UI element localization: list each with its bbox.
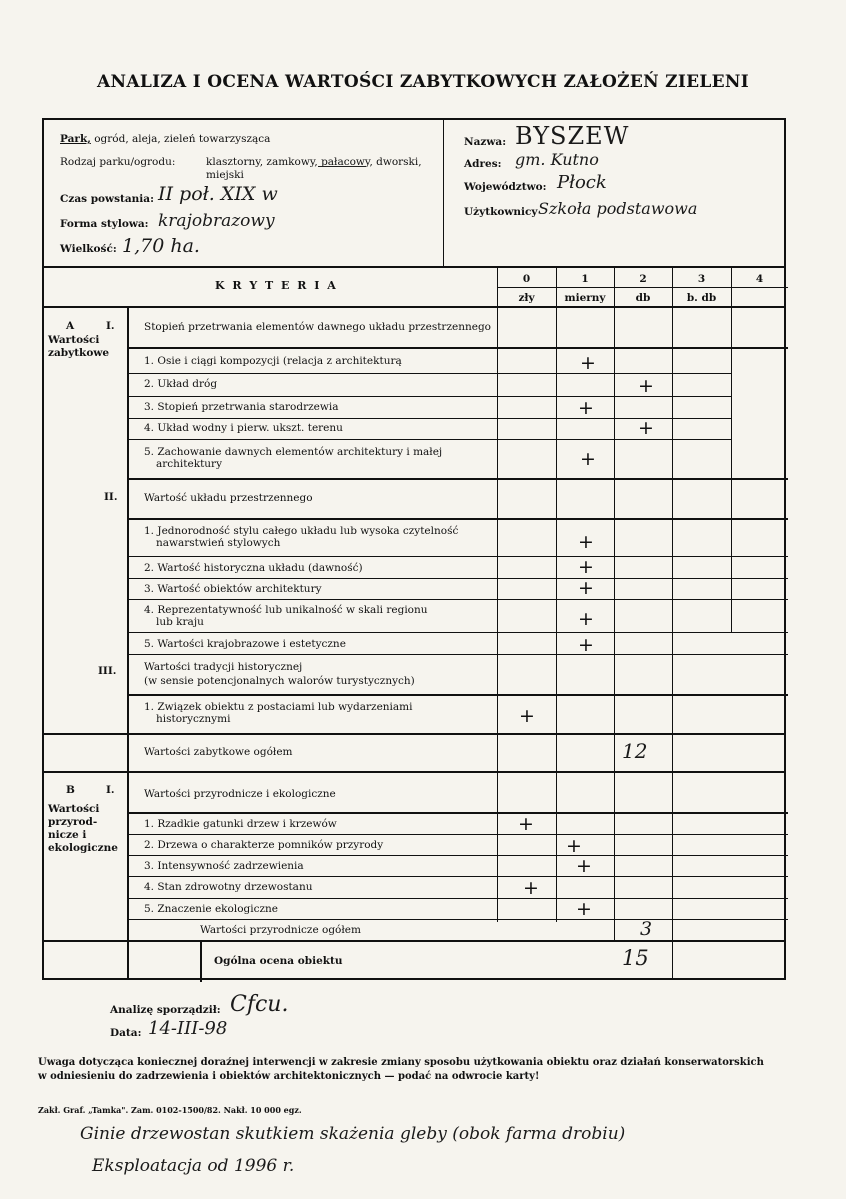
divider bbox=[127, 599, 788, 600]
wojewodztwo-label: Województwo: bbox=[464, 181, 547, 193]
divider bbox=[200, 940, 202, 982]
divider bbox=[127, 373, 731, 374]
row-a-ii-4: 4. Reprezentatywność lub unikalność w skali regionu bbox=[144, 604, 428, 616]
section-a-label: A bbox=[66, 320, 75, 332]
section-b-roman-i: I. bbox=[106, 784, 115, 796]
row-a-ii-5: 5. Wartości krajobrazowe i estetyczne bbox=[144, 638, 346, 650]
divider bbox=[443, 118, 444, 266]
park-type-rest: ogród, aleja, zieleń towarzysząca bbox=[94, 133, 271, 145]
row-a-i-4: 4. Układ wodny i pierw. ukszt. terenu bbox=[144, 422, 343, 434]
divider bbox=[127, 556, 788, 557]
row-a-ii-2: 2. Wartość historyczna układu (dawność) bbox=[144, 562, 363, 574]
col-line bbox=[614, 266, 615, 941]
row-b-1: 1. Rzadkie gatunki drzew i krzewów bbox=[144, 818, 337, 830]
mark-a-i-1: + bbox=[580, 352, 596, 374]
wielkosc-label: Wielkość: bbox=[60, 243, 117, 255]
overall-label: Ogólna ocena obiektu bbox=[214, 955, 343, 967]
form-title: ANALIZA I OCENA WARTOŚCI ZABYTKOWYCH ZAŁOŻEŃ ZIELENI bbox=[97, 72, 749, 92]
row-a-i-3: 3. Stopień przetrwania starodrzewia bbox=[144, 401, 339, 413]
divider bbox=[127, 518, 788, 520]
note-line-2: w odniesieniu do zadrzewienia i obiektów architektonicznych — podać na odwrocie karty! bbox=[38, 1071, 540, 1082]
divider bbox=[127, 855, 788, 856]
rodzaj-label: Rodzaj parku/ogrodu: bbox=[60, 156, 176, 168]
nazwa-label: Nazwa: bbox=[464, 136, 507, 148]
section-b-name-3: nicze i bbox=[48, 829, 87, 841]
row-a-ii-1: 1. Jednorodność stylu całego układu lub wysoka czytelność bbox=[144, 525, 459, 537]
row-a-ii-1b: nawarstwień stylowych bbox=[156, 537, 281, 549]
section-a-name-2: zabytkowe bbox=[48, 347, 110, 359]
row-b-2: 2. Drzewa o charakterze pomników przyrody bbox=[144, 839, 384, 851]
row-a-i-5b: architektury bbox=[156, 458, 223, 470]
date-value: 14-III-98 bbox=[148, 1018, 228, 1039]
mark-b-3: + bbox=[576, 855, 592, 877]
mark-a-i-5: + bbox=[580, 448, 596, 470]
col-header-1: 1 bbox=[581, 273, 589, 285]
nazwa-value: BYSZEW bbox=[515, 122, 630, 150]
overall-value: 15 bbox=[622, 946, 649, 970]
divider bbox=[42, 733, 786, 735]
section-b-heading: Wartości przyrodnicze i ekologiczne bbox=[144, 788, 336, 800]
mark-a-ii-3: + bbox=[578, 577, 594, 599]
forma-value: krajobrazowy bbox=[158, 211, 275, 231]
kryteria-heading: K R Y T E R I A bbox=[215, 279, 338, 292]
divider bbox=[42, 306, 786, 308]
col-header-4: 4 bbox=[755, 273, 764, 285]
divider bbox=[127, 347, 788, 349]
divider bbox=[127, 694, 788, 696]
divider bbox=[127, 578, 788, 579]
section-a-i-heading: Stopień przetrwania elementów dawnego układu przestrzennego bbox=[144, 321, 491, 333]
mark-b-4: + bbox=[523, 877, 539, 899]
row-a-ii-4b: lub kraju bbox=[156, 616, 204, 628]
row-a-iii-1b: historycznymi bbox=[156, 713, 231, 725]
section-b-name-2: przyrod- bbox=[48, 816, 98, 828]
note-line-1: Uwaga dotycząca koniecznej doraźnej interwencji w zakresie zmiany sposobu użytkowania obiektu oraz działań konserwatorskich bbox=[38, 1057, 764, 1068]
prepared-label: Analizę sporządził: bbox=[110, 1004, 221, 1016]
park-type-line bbox=[60, 133, 270, 145]
divider bbox=[127, 812, 788, 814]
mark-a-i-2: + bbox=[638, 375, 654, 397]
col-sub-2: db bbox=[635, 292, 651, 304]
section-b-label: B bbox=[66, 784, 75, 796]
divider bbox=[127, 654, 788, 655]
divider bbox=[127, 439, 731, 440]
mark-a-ii-2: + bbox=[578, 556, 594, 578]
row-b-4: 4. Stan zdrowotny drzewostanu bbox=[144, 881, 313, 893]
row-a-i-1: 1. Osie i ciągi kompozycji (relacja z architekturą bbox=[144, 355, 402, 367]
col-header-0: 0 bbox=[522, 273, 531, 285]
mark-a-iii-1: + bbox=[519, 705, 535, 727]
row-a-ii-3: 3. Wartość obiektów architektury bbox=[144, 583, 322, 595]
divider bbox=[42, 771, 786, 773]
row-a-i-5: 5. Zachowanie dawnych elementów architektury i małej bbox=[144, 446, 443, 458]
date-label: Data: bbox=[110, 1027, 142, 1039]
divider bbox=[127, 834, 788, 835]
underline-palacowy bbox=[318, 166, 366, 167]
mark-b-2: + bbox=[566, 835, 582, 857]
section-a-iii-heading-2: (w sensie potencjonalnych walorów turystycznych) bbox=[144, 675, 415, 687]
divider bbox=[127, 478, 788, 480]
divider bbox=[42, 940, 786, 942]
rodzaj-options-2: miejski bbox=[206, 169, 244, 181]
mark-b-5: + bbox=[576, 898, 592, 920]
col-header-3: 3 bbox=[697, 273, 706, 285]
wojewodztwo-value: Płock bbox=[557, 172, 607, 193]
col-header-2: 2 bbox=[639, 273, 647, 285]
mark-a-i-4: + bbox=[638, 417, 654, 439]
uzytkownicy-label: Użytkownicy bbox=[464, 206, 538, 218]
prepared-signature: Cfcu. bbox=[230, 992, 289, 1017]
total-b-value: 3 bbox=[640, 918, 653, 940]
row-b-5: 5. Znaczenie ekologiczne bbox=[144, 903, 279, 915]
col-sub-1: mierny bbox=[564, 292, 606, 304]
print-info: Zakł. Graf. „Tamka". Zam. 0102-1500/82. Nakł. 10 000 egz. bbox=[38, 1105, 302, 1115]
mark-a-ii-4: + bbox=[578, 608, 594, 630]
section-a-iii-heading-1: Wartości tradycji historycznej bbox=[144, 661, 303, 673]
divider bbox=[127, 898, 788, 899]
row-a-i-2: 2. Układ dróg bbox=[144, 378, 218, 390]
czas-value: II poł. XIX w bbox=[158, 183, 278, 205]
divider bbox=[127, 919, 788, 920]
section-a-roman-i: I. bbox=[106, 320, 115, 332]
adres-label: Adres: bbox=[464, 158, 502, 170]
divider bbox=[42, 266, 786, 268]
col-sub-0: zły bbox=[518, 292, 535, 304]
rodzaj-options: klasztorny, zamkowy, pałacowy, dworski, bbox=[206, 156, 422, 168]
adres-value: gm. Kutno bbox=[515, 150, 599, 169]
wielkosc-value: 1,70 ha. bbox=[122, 235, 200, 257]
divider bbox=[127, 876, 788, 877]
section-a-roman-ii: II. bbox=[104, 491, 118, 503]
mark-a-ii-1: + bbox=[578, 531, 594, 553]
uzytkownicy-value: Szkoła podstawowa bbox=[538, 199, 698, 218]
section-b-name-1: Wartości bbox=[48, 803, 100, 815]
total-a-label: Wartości zabytkowe ogółem bbox=[144, 746, 293, 758]
col-sub-3: b. db bbox=[686, 292, 717, 304]
total-a-value: 12 bbox=[622, 739, 648, 763]
total-b-label: Wartości przyrodnicze ogółem bbox=[200, 924, 361, 936]
section-a-roman-iii: III. bbox=[98, 665, 117, 677]
czas-label: Czas powstania: bbox=[60, 193, 154, 205]
section-a-name-1: Wartości bbox=[48, 334, 100, 346]
row-b-3: 3. Intensywność zadrzewienia bbox=[144, 860, 304, 872]
mark-a-i-3: + bbox=[578, 397, 594, 419]
handwritten-note-2: Eksploatacja od 1996 r. bbox=[92, 1156, 295, 1176]
mark-b-1: + bbox=[518, 813, 534, 835]
row-a-iii-1: 1. Związek obiektu z postaciami lub wydarzeniami bbox=[144, 701, 413, 713]
divider bbox=[497, 287, 788, 288]
forma-label: Forma stylowa: bbox=[60, 218, 149, 230]
park-type-park: Park, bbox=[60, 133, 91, 145]
section-b-name-4: ekologiczne bbox=[48, 842, 118, 854]
section-a-ii-heading: Wartość układu przestrzennego bbox=[144, 492, 313, 504]
mark-a-ii-5: + bbox=[578, 634, 594, 656]
divider bbox=[127, 632, 788, 633]
handwritten-note-1: Ginie drzewostan skutkiem skażenia gleby (obok farma drobiu) bbox=[80, 1124, 626, 1144]
col-line bbox=[556, 266, 557, 922]
col-line bbox=[497, 266, 498, 922]
divider bbox=[127, 306, 129, 980]
